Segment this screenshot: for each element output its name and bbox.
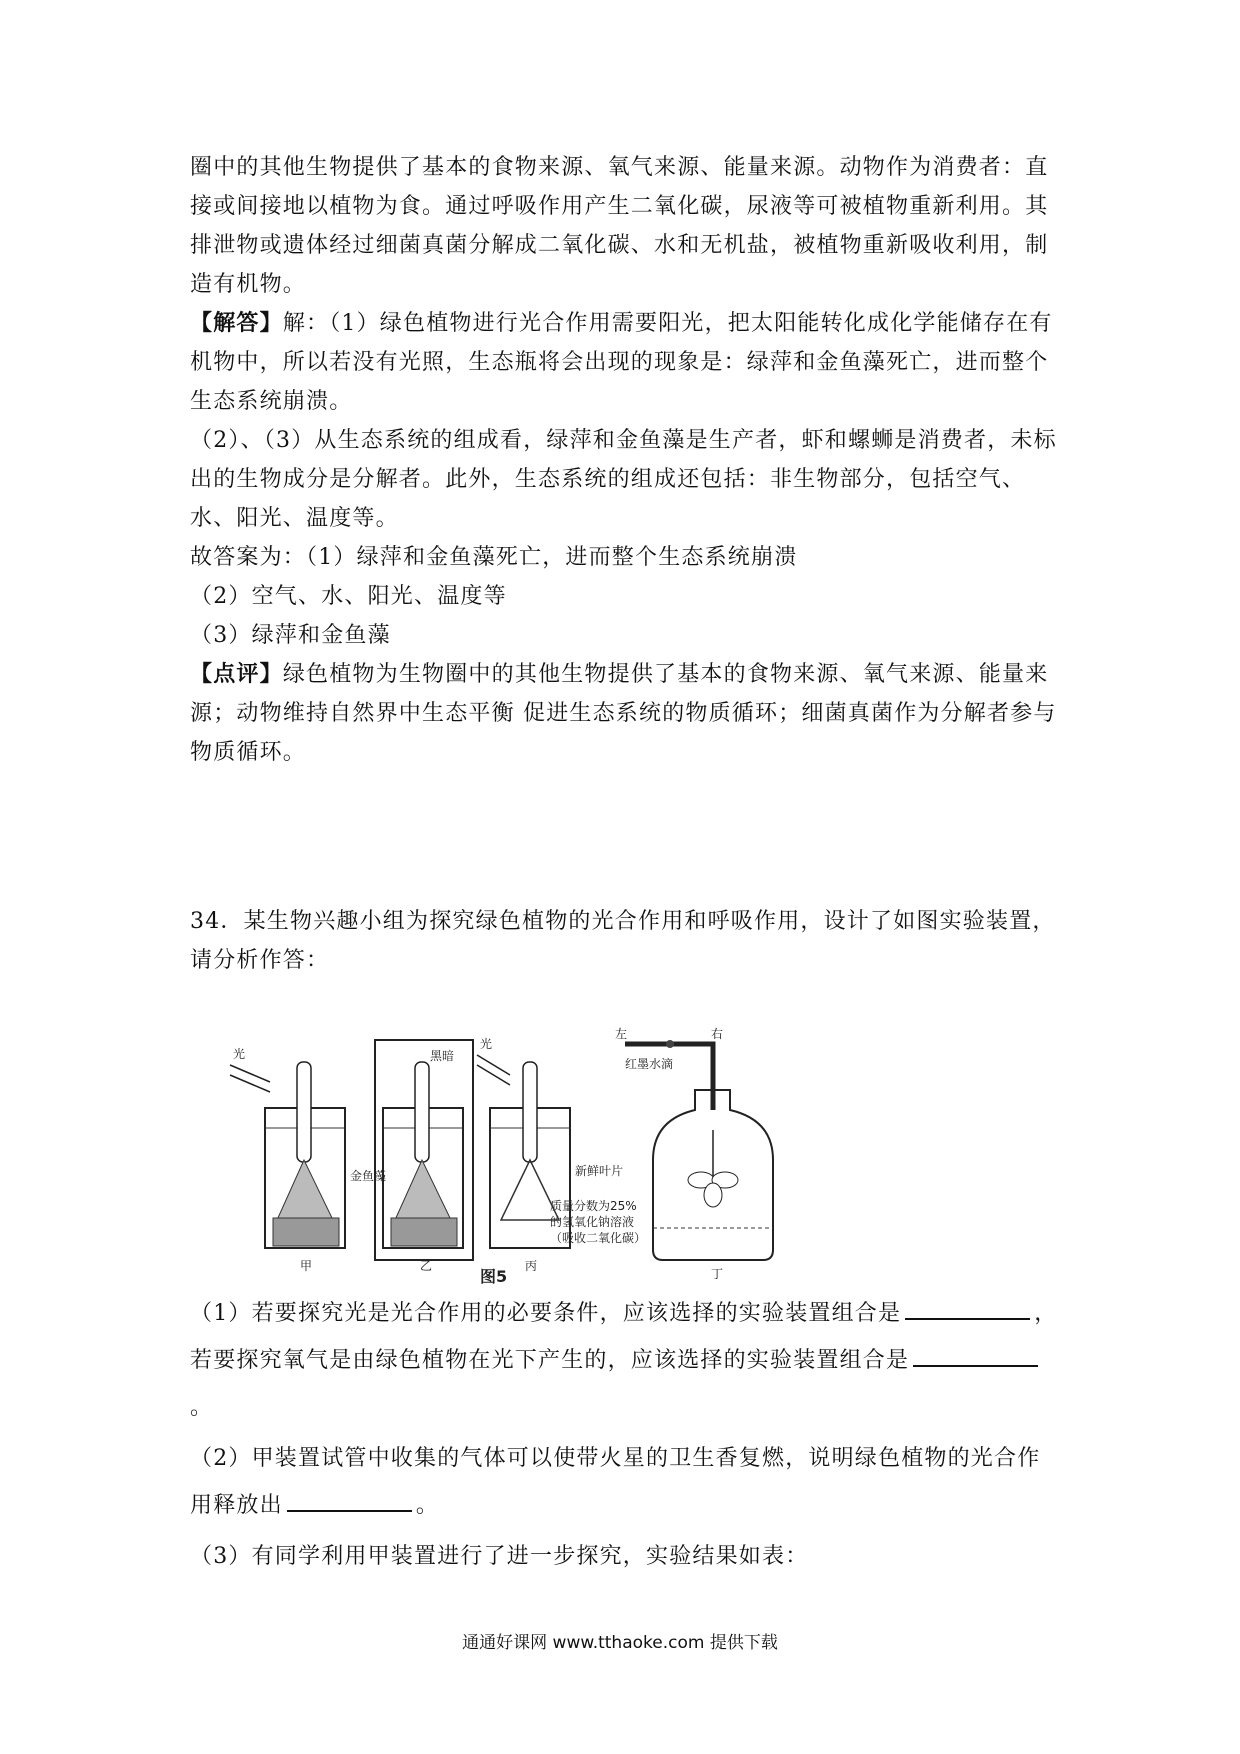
naoh-label-1: 质量分数为25% bbox=[550, 1199, 637, 1213]
final-answer-3: （3）绿萍和金鱼藻 bbox=[190, 623, 391, 648]
q2-text-b: 。 bbox=[415, 1493, 440, 1518]
experiment-figure bbox=[225, 1020, 865, 1285]
question-34-parts bbox=[190, 1290, 1060, 1584]
dark-label: 黑暗 bbox=[430, 1049, 455, 1063]
figure-caption: 图5 bbox=[480, 1267, 508, 1285]
paragraph: 圈中的其他生物提供了基本的食物来源、氧气来源、能量来源。动物作为消费者：直接或间接地以植物为食。通过呼吸作用产生二氧化碳，尿液等可被植物重新利用。其排泄物或遗体经过细菌真菌分解成二氧化碳、水和无机盐，被植物重新吸收利用，制造有机物。 bbox=[190, 155, 1049, 297]
left-label: 左 bbox=[615, 1027, 628, 1041]
review-paragraph bbox=[190, 655, 1060, 772]
apparatus-ding bbox=[550, 1027, 773, 1281]
answer-blank-3[interactable] bbox=[287, 1490, 412, 1512]
answer-section bbox=[190, 148, 1060, 980]
answer-blank-1[interactable] bbox=[905, 1298, 1030, 1320]
question-34-stem: 34．某生物兴趣小组为探究绿色植物的光合作用和呼吸作用，设计了如图实验装置，请分析作答： bbox=[190, 909, 1056, 973]
label-jia: 甲 bbox=[300, 1259, 313, 1273]
page-footer: 通通好课网 www.tthaoke.com 提供下载 bbox=[462, 1633, 778, 1653]
experiment-diagram bbox=[225, 1020, 865, 1285]
label-ding: 丁 bbox=[711, 1267, 724, 1281]
answer-text: 解：（1）绿色植物进行光合作用需要阳光，把太阳能转化成化学能储存在有机物中，所以若没有光照，生态瓶将会出现的现象是：绿萍和金鱼藻死亡，进而整个生态系统崩溃。 bbox=[190, 311, 1053, 414]
leaf-label: 新鲜叶片 bbox=[575, 1164, 624, 1178]
sub-question-1 bbox=[190, 1290, 1060, 1431]
answer-paragraph-2: （2）、（3）从生态系统的组成看，绿萍和金鱼藻是生产者，虾和螺蛳是消费者，未标出的生物成分是分解者。此外，生态系统的组成还包括：非生物部分，包括空气、水、阳光、温度等。 bbox=[190, 428, 1057, 531]
review-label: 【点评】 bbox=[190, 661, 283, 687]
apparatus-yi bbox=[375, 1040, 473, 1273]
q1-text-c: 。 bbox=[190, 1395, 214, 1420]
sub-question-2 bbox=[190, 1435, 1060, 1529]
q1-text-b: ，若要探究氧气是由绿色植物在光下产生的，应该选择的实验装置组合是 bbox=[190, 1301, 1058, 1373]
apparatus-jia bbox=[230, 1046, 386, 1273]
ink-drop-label: 红墨水滴 bbox=[625, 1057, 674, 1071]
review-text: 绿色植物为生物圈中的其他生物提供了基本的食物来源、氧气来源、能量来源；动物维持自然界中生态平衡 促进生态系统的物质循环；细菌真菌作为分解者参与物质循环。 bbox=[190, 662, 1057, 765]
naoh-label-2: 的氢氧化钠溶液 bbox=[550, 1215, 635, 1229]
answer-label: 【解答】 bbox=[190, 310, 283, 336]
label-bing: 丙 bbox=[525, 1259, 538, 1273]
answer-blank-2[interactable] bbox=[913, 1345, 1038, 1367]
light-label-1: 光 bbox=[233, 1047, 246, 1061]
label-yi: 乙 bbox=[420, 1259, 433, 1273]
final-answer-2: （2）空气、水、阳光、温度等 bbox=[190, 584, 507, 609]
right-label: 右 bbox=[711, 1027, 724, 1041]
answer-paragraph bbox=[190, 304, 1060, 421]
sub-question-3: （3）有同学利用甲装置进行了进一步探究，实验结果如表： bbox=[190, 1544, 809, 1569]
naoh-label-3: （吸收二氧化碳） bbox=[550, 1231, 647, 1245]
q1-text-a: （1）若要探究光是光合作用的必要条件，应该选择的实验装置组合是 bbox=[190, 1301, 902, 1326]
light-label-2: 光 bbox=[480, 1037, 493, 1051]
plant-label: 金鱼藻 bbox=[350, 1169, 387, 1183]
q2-text-a: （2）甲装置试管中收集的气体可以使带火星的卫生香复燃，说明绿色植物的光合作用释放出 bbox=[190, 1446, 1041, 1518]
final-answer-intro: 故答案为：（1）绿萍和金鱼藻死亡，进而整个生态系统崩溃 bbox=[190, 545, 798, 570]
